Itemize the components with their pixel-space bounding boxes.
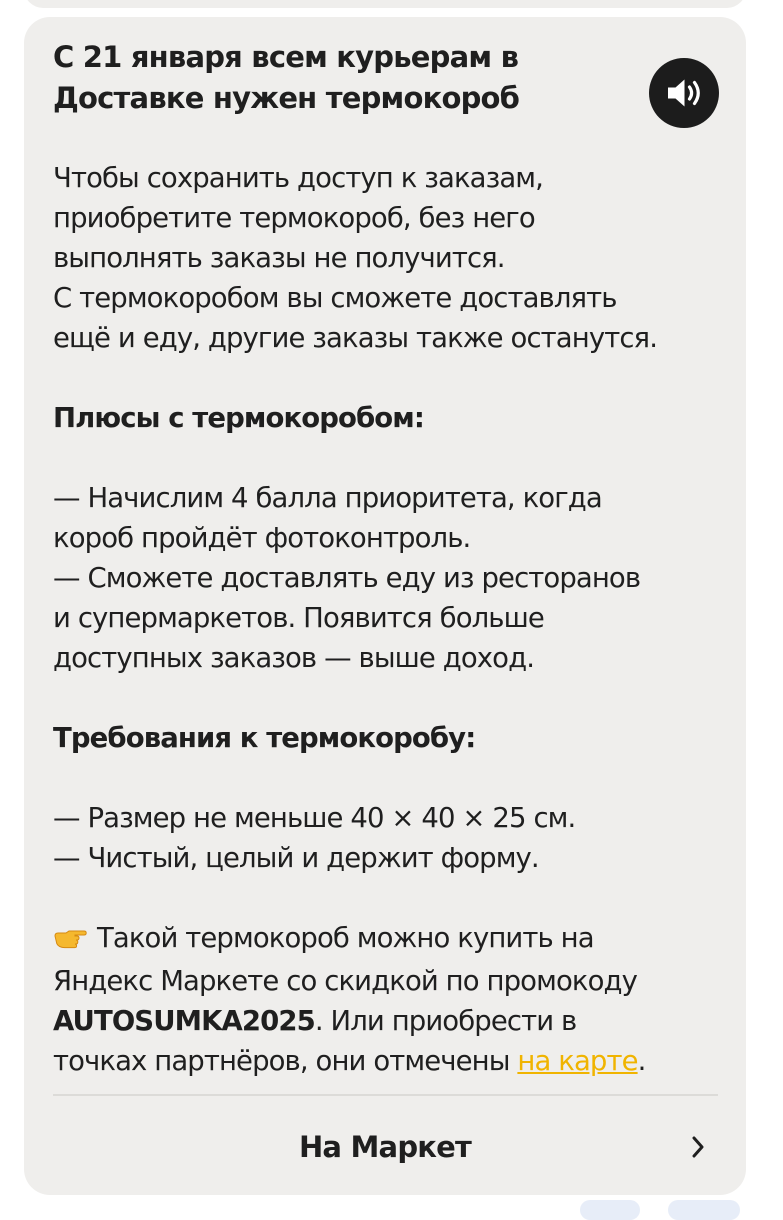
- message-card: [24, 17, 746, 1195]
- requirement-line: — Чистый, целый и держит форму.: [53, 842, 539, 874]
- intro-line: ещё и еду, другие заказы также останутся.: [53, 322, 658, 354]
- intro-line: выполнять заказы не получится.: [53, 242, 505, 274]
- map-link[interactable]: на карте: [517, 1045, 638, 1077]
- benefit-line: — Начислим 4 балла приоритета, когда: [53, 482, 602, 514]
- speaker-icon: [662, 76, 706, 110]
- pointing-hand-icon: [53, 921, 87, 961]
- divider: [53, 1094, 718, 1096]
- promo-code: AUTOSUMKA2025: [53, 1005, 315, 1037]
- requirements-heading: Требования к термокоробу:: [53, 722, 476, 754]
- benefits-heading: Плюсы с термокоробом:: [53, 402, 424, 434]
- promo-line: Такой термокороб можно купить на: [53, 918, 716, 961]
- chevron-right-icon: [690, 1134, 706, 1164]
- benefit-line: короб пройдёт фотоконтроль.: [53, 522, 471, 554]
- intro-line: Чтобы сохранить доступ к заказам,: [53, 162, 543, 194]
- intro-line: С термокоробом вы сможете доставлять: [53, 282, 617, 314]
- benefit-line: — Сможете доставлять еду из ресторанов: [53, 562, 641, 594]
- promo-line: Яндекс Маркете со скидкой по промокоду: [53, 965, 637, 997]
- previous-message-card: [24, 0, 746, 8]
- message-header: [53, 37, 716, 119]
- requirement-line: — Размер не меньше 40 × 40 × 25 см.: [53, 802, 576, 834]
- next-element: [668, 1200, 740, 1220]
- message-title: С 21 января всем курьерам в Доставке нужен термокороб: [53, 40, 520, 115]
- message-body: [53, 158, 716, 1081]
- go-to-market-label: На Маркет: [298, 1130, 472, 1164]
- benefit-line: и супермаркетов. Появится больше: [53, 602, 544, 634]
- promo-line: точках партнёров, они отмечены на карте.: [53, 1045, 646, 1077]
- promo-line: AUTOSUMKA2025. Или приобрести в: [53, 1005, 577, 1037]
- listen-button[interactable]: [649, 58, 719, 128]
- next-element: [580, 1200, 640, 1220]
- intro-line: приобретите термокороб, без него: [53, 202, 535, 234]
- benefit-line: доступных заказов — выше доход.: [53, 642, 535, 674]
- go-to-market-button[interactable]: [24, 1109, 746, 1185]
